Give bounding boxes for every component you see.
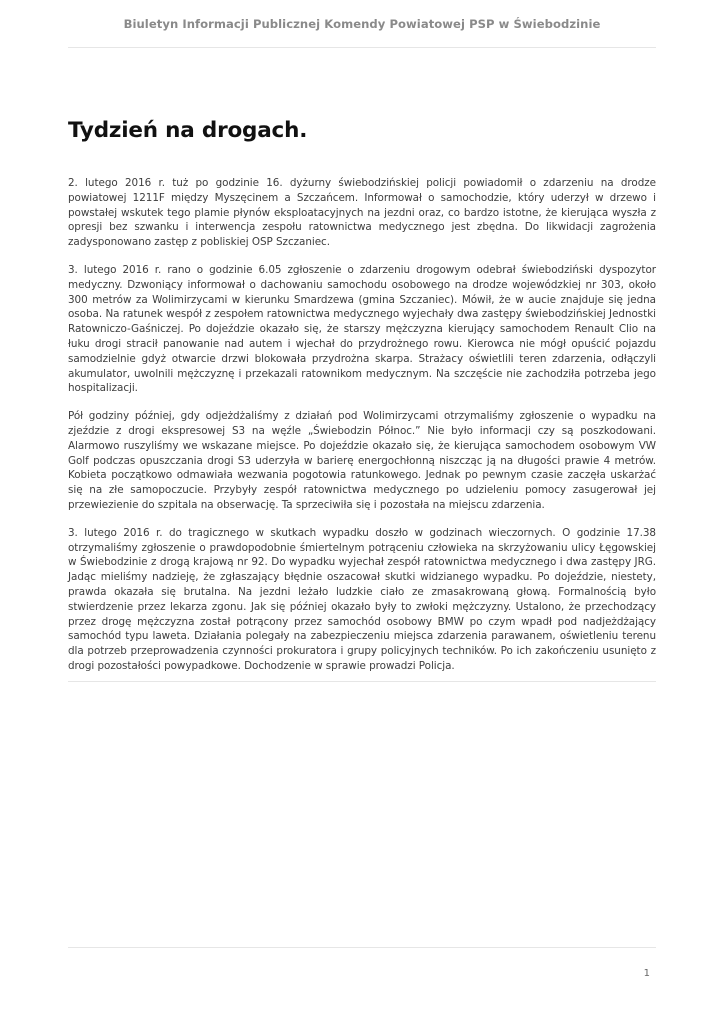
page-number: 1 — [643, 968, 650, 979]
article-paragraph: 3. lutego 2016 r. rano o godzinie 6.05 zgłoszenie o zdarzeniu drogowym odebrał świebodziński dyspozytor medyczny. Dzwoniący informował o dachowaniu samochodu osobowego na drodze wojewódzkiej nr 303, około 300 metrów za Wolimirzycami w kierunku Smardzewa (gmina Szczaniec). Mówił, że w aucie znajduje się jedna osoba. Na ratunek wespół z zespołem ratownictwa medycznego wyjechały dwa zastępy świebodzińskiej Jednostki Ratowniczo-Gaśniczej. Po dojeździe okazało się, że starszy mężczyzna kierujący samochodem Renault Clio na łuku drogi stracił panowanie nad autem i wjechał do przydrożnego rowu. Kierowca nie mógł opuścić pojazdu samodzielnie gdyż otwarcie drzwi blokowała przydrożna skarpa. Strażacy oświetlili teren zdarzenia, odłączyli akumulator, uwolnili mężczyznę i przekazali ratownikom medycznym. Na szczęście nie zachodziła potrzeba jego hospitalizacji. — [68, 263, 656, 395]
article-body — [68, 176, 656, 687]
content-divider — [68, 681, 656, 682]
header-divider — [68, 47, 656, 48]
article-title: Tydzień na drogach. — [68, 118, 308, 143]
article-paragraph: 2. lutego 2016 r. tuż po godzinie 16. dyżurny świebodzińskiej policji powiadomił o zdarzeniu na drodze powiatowej 1211F między Myszęcinem a Szczańcem. Informował o samochodzie, który uderzył w drzewo i powstałej wskutek tego plamie płynów eksploatacyjnych na jezdni oraz, co bardzo istotne, że kierująca wyszła z opresji bez szwanku i interwencja zespołu ratownictwa medycznego jest zbędna. Do likwidacji zagrożenia zadysponowano zastęp z pobliskiej OSP Szczaniec. — [68, 177, 656, 249]
article-paragraph: 3. lutego 2016 r. do tragicznego w skutkach wypadku doszło w godzinach wieczornych. O godzinie 17.38 otrzymaliśmy zgłoszenie o prawdopodobnie śmiertelnym potrąceniu człowieka na skrzyżowaniu ulicy Łęgowskiej w Świebodzinie z drogą krajową nr 92. Do wypadku wyjechał zespół ratownictwa medycznego i dwa zastępy JRG. Jadąc mieliśmy nadzieję, że zgłaszający błędnie oszacował skutki widzianego wypadku. Po dojeździe, niestety, prawda okazała się brutalna. Na jezdni leżało ludzkie ciało ze zmasakrowaną głową. Formalnością było stwierdzenie przez lekarza zgonu. Jak się później okazało były to zwłoki mężczyzny. Ustalono, że przechodzący przez drogę mężczyzna został potrącony przez samochód osobowy BMW po czym wpadł pod nadjeżdżający samochód typu laweta. Działania polegały na zabezpieczeniu miejsca zdarzenia parawanem, oświetleniu terenu dla potrzeb przeprowadzenia czynności prokuratora i grupy policyjnych techników. Po ich zakończeniu usunięto z drogi pozostałości powypadkowe. Dochodzenie w sprawie prowadzi Policja. — [68, 526, 656, 672]
article-paragraph: Pół godziny później, gdy odjeżdżaliśmy z działań pod Wolimirzycami otrzymaliśmy zgłoszenie o wypadku na zjeździe z drogi ekspresowej S3 na węźle „Świebodzin Północ.” Nie było informacji czy są poszkodowani. Alarmowo ruszyliśmy we wskazane miejsce. Po dojeździe okazało się, że kierująca samochodem osobowym VW Golf podczas opuszczania drogi S3 uderzyła w barierę energochłonną niszcząc ją na długości prawie 4 metrów. Kobieta początkowo odmawiała wezwania pogotowia ratunkowego. Jednak po pewnym czasie zaczęła uskarżać się na złe samopoczucie. Przybyły zespół ratownictwa medycznego po udzieleniu pomocy zasugerował jej przewiezienie do szpitala na obserwację. Ta sprzeciwiła się i pozostała na miejscu zdarzenia. — [68, 410, 656, 511]
page-header: Biuletyn Informacji Publicznej Komendy Powiatowej PSP w Świebodzinie — [123, 17, 601, 31]
footer-divider — [68, 947, 656, 948]
